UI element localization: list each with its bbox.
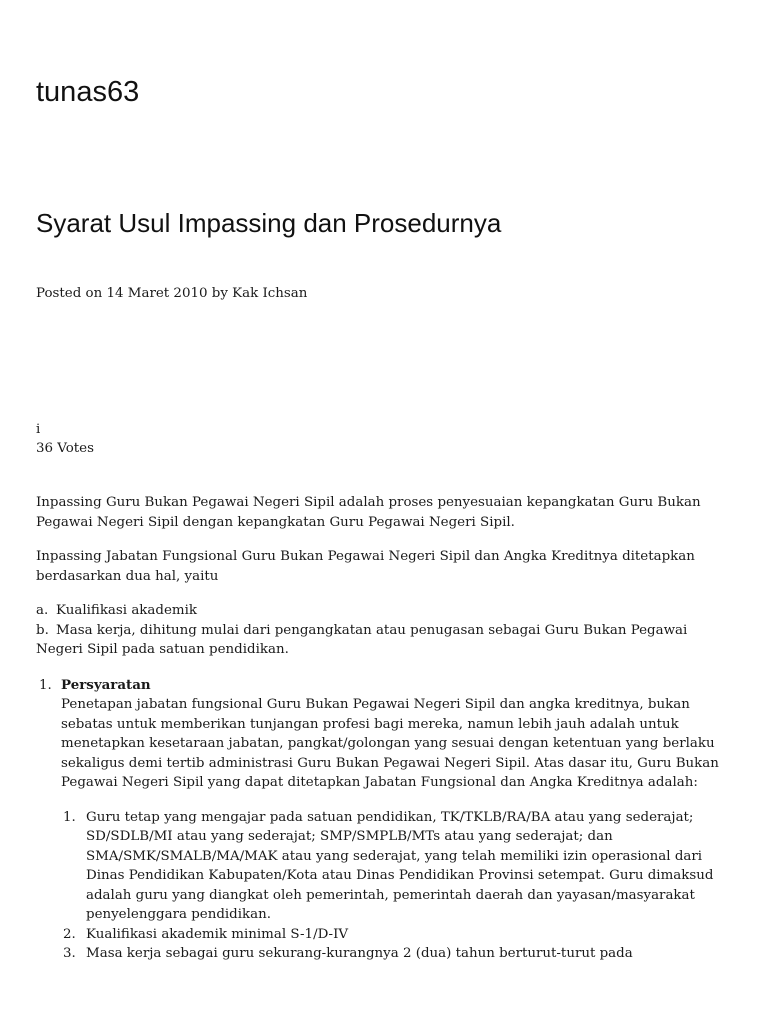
basis-paragraph: Inpassing Jabatan Fungsional Guru Bukan Pegawai Negeri Sipil dan Angka Kreditnya ditetapkan berdasarkan dua hal, yaitu xyxy=(36,549,695,584)
requirement-number: 3. xyxy=(63,946,76,961)
requirement-item xyxy=(61,808,736,925)
post-meta: Posted on 14 Maret 2010 by Kak Ichsan xyxy=(36,286,308,301)
criteria-item xyxy=(36,601,736,621)
criteria-text: Masa kerja, dihitung mulai dari pengangkatan atau penugasan sebagai Guru Bukan Pegawai Negeri Sipil pada satuan pendidikan. xyxy=(36,622,688,657)
rating-widget xyxy=(36,421,94,459)
requirement-item xyxy=(61,944,736,964)
rating-icon[interactable]: i xyxy=(36,422,41,437)
criteria-item xyxy=(36,621,736,660)
requirement-number: 1. xyxy=(63,809,76,825)
requirement-list xyxy=(61,808,736,964)
requirement-number: 2. xyxy=(63,926,76,942)
criteria-list xyxy=(36,601,736,660)
requirement-text: Masa kerja sebagai guru sekurang-kurangnya 2 (dua) tahun berturut-turut pada xyxy=(86,946,633,961)
section-number: 1. xyxy=(39,677,52,693)
intro-paragraph: Inpassing Guru Bukan Pegawai Negeri Sipil adalah proses penyesuaian kepangkatan Guru Bukan Pegawai Negeri Sipil dengan kepangkatan Guru Pegawai Negeri Sipil. xyxy=(36,495,701,530)
requirement-text: Guru tetap yang mengajar pada satuan pendidikan, TK/TKLB/RA/BA atau yang sederajat; SD/SDLB/MI atau yang sederajat; SMP/SMPLB/MTs atau yang sederajat; dan SMA/SMK/SMALB/MA/MAK atau yang sederajat, yang telah memiliki izin operasional dari Dinas Pendidikan Kabupaten/Kota atau Dinas Pendidikan Provinsi setempat. Guru dimaksud adalah guru yang diangkat oleh pemerintah, pemerintah daerah dan yayasan/masyarakat penyelenggara pendidikan. xyxy=(86,809,714,922)
post-content xyxy=(36,493,736,964)
section-body: Penetapan jabatan fungsional Guru Bukan Pegawai Negeri Sipil dan angka kreditnya, bukan sebatas untuk memberikan tunjangan profesi bagi mereka, namun lebih jauh adalah untuk menetapkan kesetaraan jabatan, pangkat/golongan yang sesuai dengan ketentuan yang berlaku sekaligus demi tertib administrasi Guru Bukan Pegawai Negeri Sipil. Atas dasar itu, Guru Bukan Pegawai Negeri Sipil yang dapat ditetapkan Jabatan Fungsional dan Angka Kreditnya adalah: xyxy=(61,697,719,790)
criteria-label: b. xyxy=(36,622,49,638)
criteria-label: a. xyxy=(36,603,49,618)
section-item xyxy=(36,676,736,964)
requirement-item xyxy=(61,925,736,945)
requirement-text: Kualifikasi akademik minimal S-1/D-IV xyxy=(86,926,349,942)
post-title[interactable]: Syarat Usul Impassing dan Prosedurnya xyxy=(36,208,502,238)
blog-title[interactable]: tunas63 xyxy=(36,76,140,108)
section-heading: Persyaratan xyxy=(61,676,151,693)
section-list xyxy=(36,676,736,964)
rating-votes: 36 Votes xyxy=(36,441,94,456)
criteria-text: Kualifikasi akademik xyxy=(56,603,197,618)
